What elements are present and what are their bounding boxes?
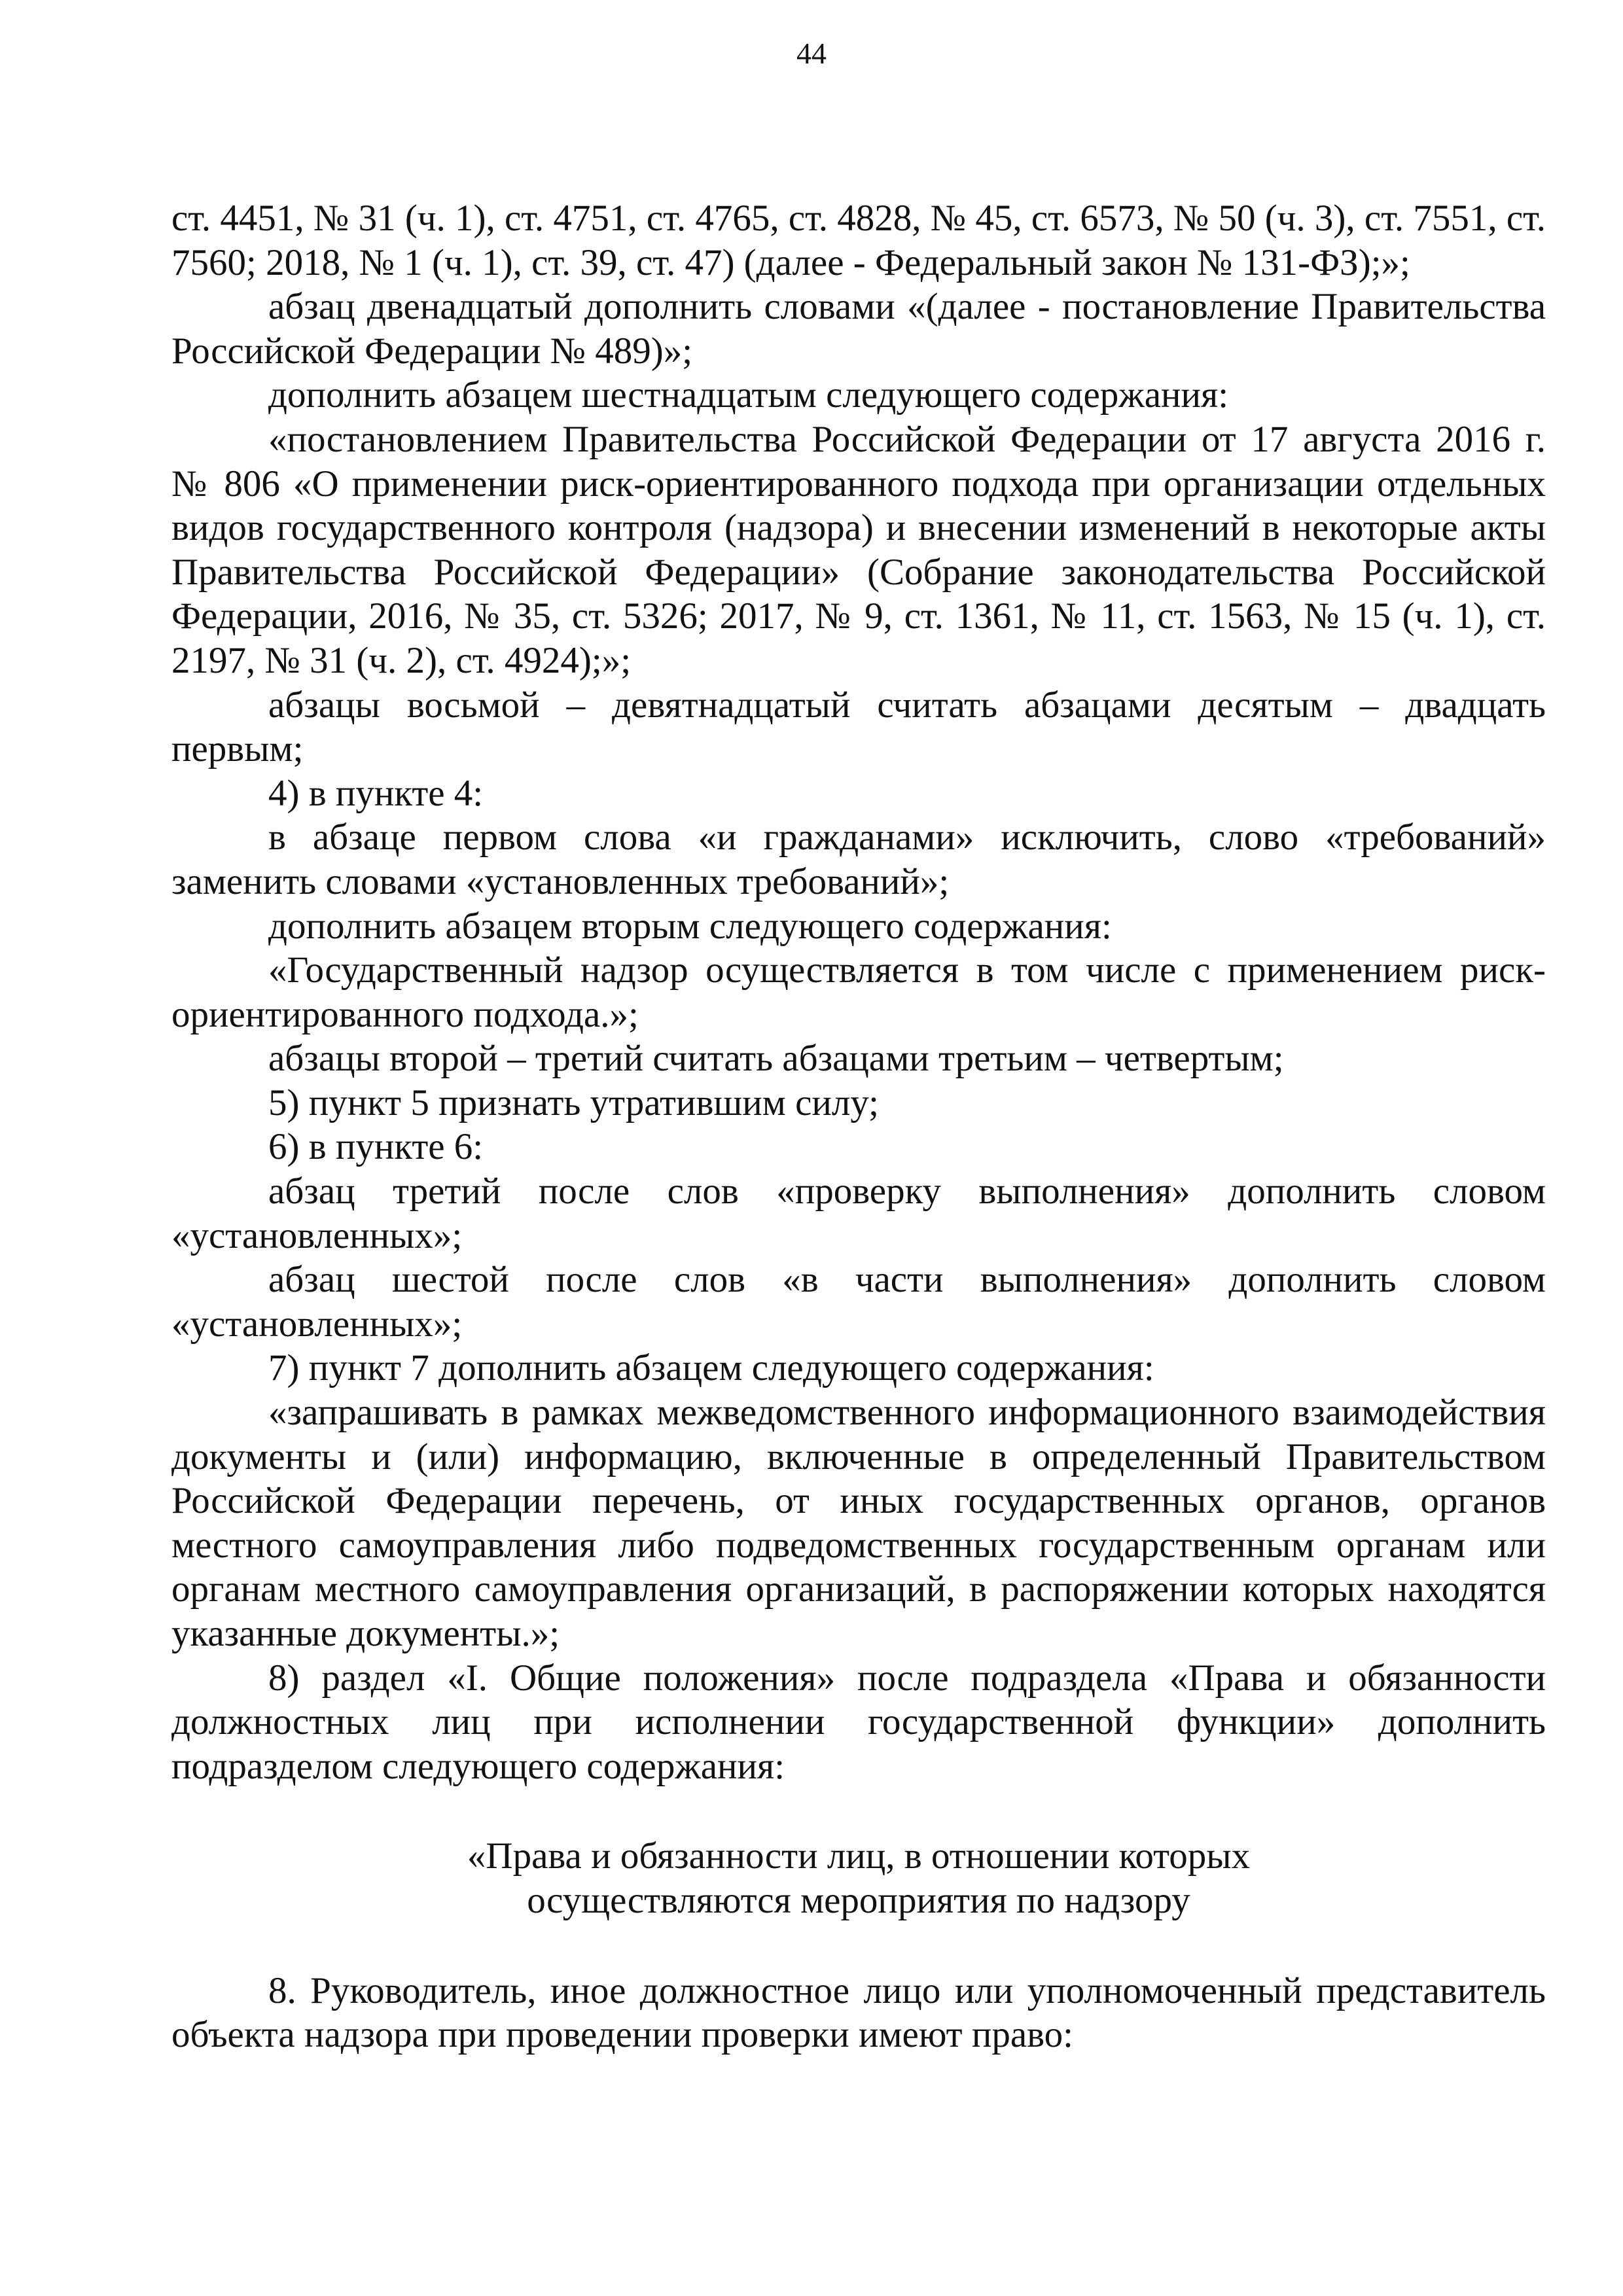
paragraph: дополнить абзацем шестнадцатым следующего содержания: [268,374,1229,416]
paragraph: абзацы восьмой – девятнадцатый считать абзацами десятым – двадцать первым; [171,684,1546,770]
paragraph: абзацы второй – третий считать абзацами третьим – четвертым; [268,1038,1284,1080]
paragraph: абзац третий после слов «проверку выполнения» дополнить словом «установленных»; [171,1171,1546,1256]
paragraph: дополнить абзацем вторым следующего содержания: [268,905,1112,947]
paragraph: 7) пункт 7 дополнить абзацем следующего содержания: [268,1347,1154,1389]
section-heading-line-1: «Права и обязанности лиц, в отношении которых [467,1835,1251,1877]
paragraph: абзац двенадцатый дополнить словами «(далее - постановление Правительства Российской Федерации № 489)»; [171,286,1546,372]
paragraph: «Государственный надзор осуществляется в том числе с применением риск-ориентированного подхода.»; [171,949,1546,1035]
paragraph-final: 8. Руководитель, иное должностное лицо или уполномоченный представитель объекта надзора при проведении проверки имеют право: [171,1969,1546,2056]
paragraph: «запрашивать в рамках межведомственного информационного взаимодействия документы и (или) информацию, включенные в определенный Правительством Российской Федерации перечень, от иных государственных органов, органов местного самоуправления либо подведомственных государственным органам или органам местного самоуправления организаций, в распоряжении которых находятся указанные документы.»; [171,1392,1546,1654]
paragraph: абзац шестой после слов «в части выполнения» дополнить словом «установленных»; [171,1259,1546,1345]
paragraph: 5) пункт 5 признать утратившим силу; [268,1082,879,1123]
paragraph: 6) в пункте 6: [268,1126,484,1168]
paragraph: 4) в пункте 4: [268,772,484,814]
document-body [171,196,1546,2057]
paragraph: в абзаце первом слова «и гражданами» исключить, слово «требований» заменить словами «установленных требований»; [171,817,1546,902]
paragraph: 8) раздел «I. Общие положения» после подраздела «Права и обязанности должностных лиц при исполнении государственной функции» дополнить подразделом следующего содержания: [171,1657,1546,1787]
paragraph: «постановлением Правительства Российской Федерации от 17 августа 2016 г. № 806 «О применении риск-ориентированного подхода при организации отдельных видов государственного контроля (надзора) и внесении изменений в некоторые акты Правительства Российской Федерации» (Собрание законодательства Российской Федерации, 2016, № 35, ст. 5326; 2017, № 9, ст. 1361, № 11, ст. 1563, № 15 (ч. 1), ст. 2197, № 31 (ч. 2), ст. 4924);»; [171,418,1546,681]
section-heading-line-2: осуществляются мероприятия по надзору [527,1879,1190,1921]
page-number: 44 [796,37,827,70]
paragraph-continuation: ст. 4451, № 31 (ч. 1), ст. 4751, ст. 4765, ст. 4828, № 45, ст. 6573, № 50 (ч. 3), ст. 7551, ст. 7560; 2018, № 1 (ч. 1), ст. 39, ст. 47) (далее - Федеральный закон № 131-ФЗ);»; [171,198,1546,283]
section-heading [171,1834,1546,1922]
